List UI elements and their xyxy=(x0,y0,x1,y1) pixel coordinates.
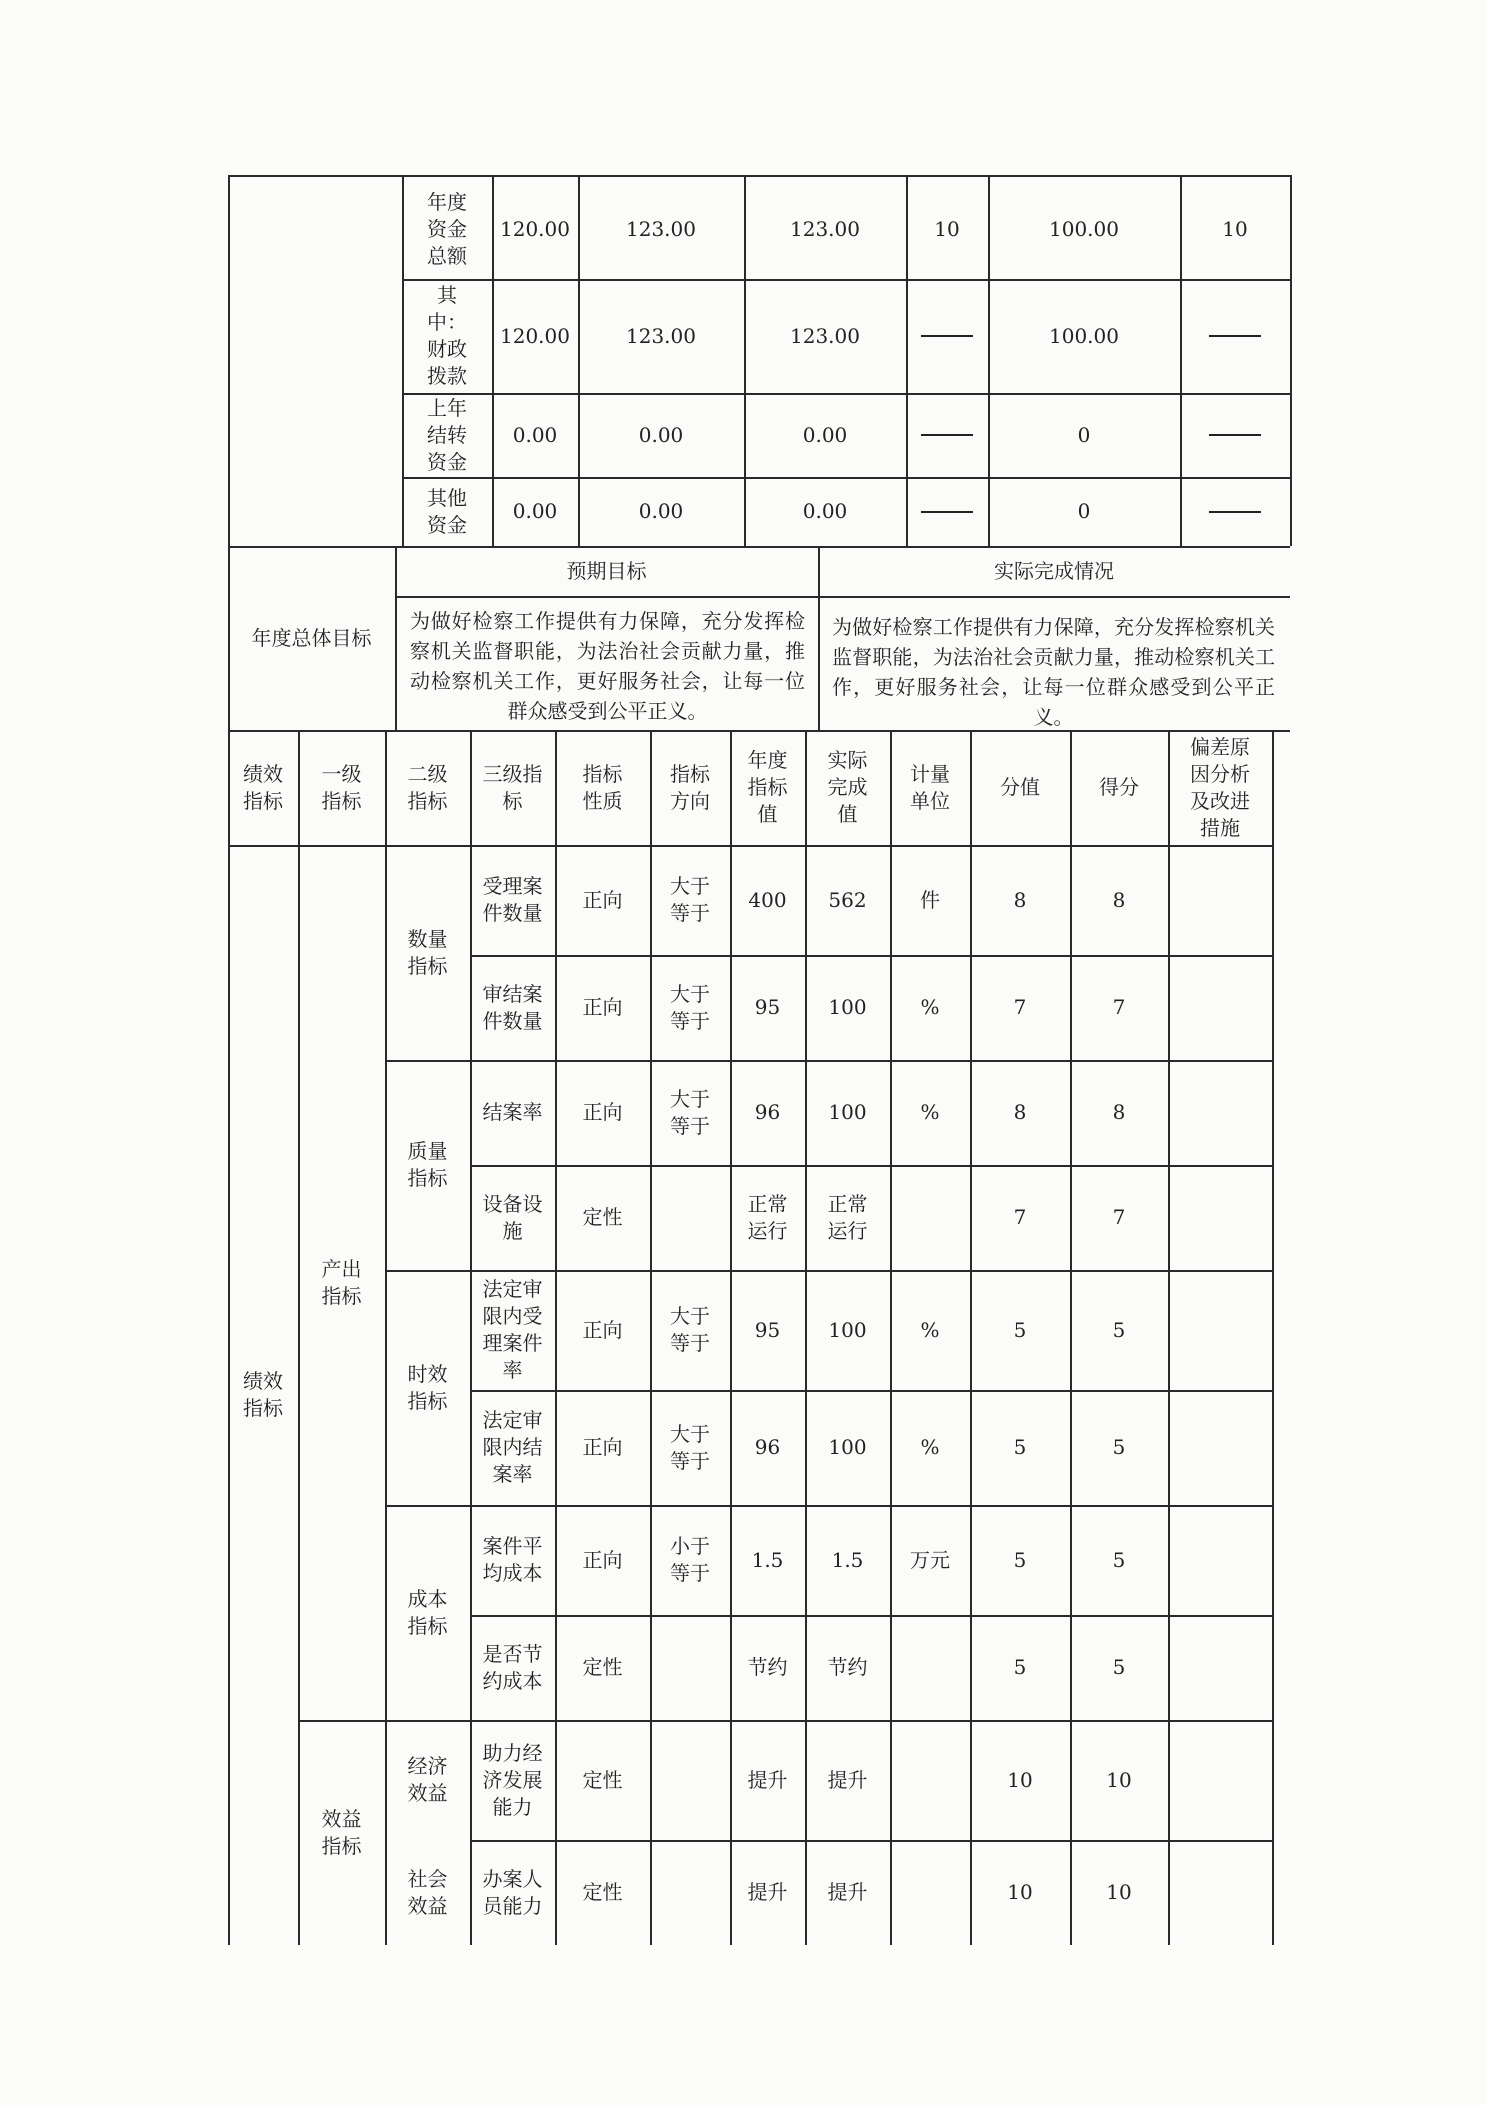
funds-adjusted-cell: 123.00 xyxy=(626,323,696,348)
indicator-actual-cell: 正常 运行 xyxy=(827,1191,868,1243)
funds-executed-cell: 123.00 xyxy=(790,217,860,241)
indicator-note-cell xyxy=(1168,1720,1272,1840)
indicator-weight-cell: 8 xyxy=(1013,1100,1027,1124)
indicator-score-cell: 8 xyxy=(1112,887,1126,912)
table-rule xyxy=(395,596,1290,598)
indicator-note-cell xyxy=(1168,1270,1272,1390)
funds-rate-cell: 100.00 xyxy=(1049,323,1119,348)
indicator-nature-cell: 正向 xyxy=(582,995,623,1019)
goal-actual-header: 实际完成情况 xyxy=(994,558,1114,583)
indicator-score-cell: 5 xyxy=(1112,1655,1126,1679)
indicator-note-cell xyxy=(1168,1615,1272,1720)
indicator-header-cell: 年度 指标 值 xyxy=(747,748,788,826)
funds-executed-cell: 0.00 xyxy=(802,422,848,447)
goal-expected-header: 预期目标 xyxy=(566,558,647,583)
indicator-header-cell: 指标 方向 xyxy=(670,761,710,813)
indicator-unit-cell: % xyxy=(920,1435,940,1459)
indicator-weight-cell: 8 xyxy=(1013,887,1027,912)
indicator-weight-cell: 10 xyxy=(1007,1880,1033,1904)
indicator-note-cell xyxy=(1168,845,1272,955)
indicator-score-cell: 10 xyxy=(1106,1880,1132,1904)
indicator-name-cell: 法定审 限内受 理案件 率 xyxy=(482,1277,543,1382)
dash-mark xyxy=(921,511,973,513)
indicator-nature-cell: 正向 xyxy=(582,1317,623,1342)
indicator-score-cell: 5 xyxy=(1112,1317,1126,1342)
indicator-target-cell: 正常 运行 xyxy=(747,1191,788,1243)
funds-budget-cell: 120.00 xyxy=(500,217,570,241)
indicator-weight-cell: 5 xyxy=(1013,1317,1027,1342)
indicator-nature-cell: 定性 xyxy=(582,1767,623,1792)
indicator-header-cell: 绩效 指标 xyxy=(243,761,283,813)
indicator-name-cell: 案件平 均成本 xyxy=(482,1534,543,1585)
indicator-target-cell: 96 xyxy=(754,1100,781,1124)
indicator-actual-cell: 100 xyxy=(828,995,867,1019)
indicator-direction-cell: 大于 等于 xyxy=(670,874,710,925)
goal-label: 年度总体目标 xyxy=(251,625,372,650)
goal-actual-text: 为做好检察工作提供有力保障，充分发挥检察机关监督职能，为法治社会贡献力量，推动检察机关工作，更好服务社会，让每一位群众感受到公平正义。 xyxy=(832,615,1275,729)
indicator-header-cell: 指标 性质 xyxy=(582,761,623,813)
indicator-unit-cell: % xyxy=(920,1317,940,1342)
indicator-actual-cell: 提升 xyxy=(827,1767,868,1792)
funds-adjusted-cell: 0.00 xyxy=(638,499,684,523)
indicator-name-cell: 设备设 施 xyxy=(482,1191,543,1243)
indicator-name-cell: 法定审 限内结 案率 xyxy=(482,1408,543,1486)
indicator-note-cell xyxy=(1168,1390,1272,1505)
table-rule xyxy=(228,175,1290,177)
indicator-target-cell: 95 xyxy=(754,995,781,1019)
indicator-target-cell: 400 xyxy=(748,887,787,912)
funds-weight-cell-na xyxy=(906,279,988,393)
goal-expected-text: 为做好检察工作提供有力保障，充分发挥检察机关监督职能，为法治社会贡献力量，推动检察机关工作，更好服务社会，让每一位群众感受到公平正义。 xyxy=(410,609,805,723)
funds-budget-cell: 0.00 xyxy=(512,422,558,447)
indicator-direction-cell: 大于 等于 xyxy=(670,1086,710,1138)
indicator-score-cell: 5 xyxy=(1112,1435,1126,1459)
indicator-unit-cell xyxy=(890,1165,970,1270)
indicator-direction-cell xyxy=(650,1165,730,1270)
funds-executed-cell: 0.00 xyxy=(802,499,848,523)
indicator-actual-cell: 提升 xyxy=(827,1880,868,1904)
indicator-header-cell: 计量 单位 xyxy=(910,761,950,813)
indicator-unit-cell: 万元 xyxy=(910,1547,950,1572)
indicator-actual-cell: 1.5 xyxy=(831,1547,864,1572)
indicator-nature-cell: 定性 xyxy=(582,1655,623,1679)
indicator-score-cell: 8 xyxy=(1112,1100,1126,1124)
indicator-weight-cell: 5 xyxy=(1013,1435,1027,1459)
indicator-unit-cell: % xyxy=(920,1100,940,1124)
indicator-weight-cell: 5 xyxy=(1013,1547,1027,1572)
indicator-header-cell: 实际 完成 值 xyxy=(827,748,868,826)
indicator-header-cell: 三级指 标 xyxy=(482,761,543,813)
indicator-name-cell: 是否节 约成本 xyxy=(482,1641,543,1693)
indicator-nature-cell: 正向 xyxy=(582,887,623,912)
indicator-direction-cell xyxy=(650,1840,730,1945)
table-rule xyxy=(1290,175,1292,546)
indicator-direction-cell: 大于 等于 xyxy=(670,1421,710,1473)
indicator-direction-cell: 小于 等于 xyxy=(670,1534,710,1585)
indicator-header-cell: 二级 指标 xyxy=(407,761,448,813)
level2-label: 数量 指标 xyxy=(407,926,448,978)
indicator-target-cell: 提升 xyxy=(747,1880,788,1904)
indicator-weight-cell: 10 xyxy=(1007,1767,1033,1792)
indicator-target-cell: 节约 xyxy=(747,1655,788,1679)
funds-weight-cell-na xyxy=(906,393,988,477)
indicator-header-cell: 得分 xyxy=(1099,775,1139,799)
indicator-header-cell: 一级 指标 xyxy=(321,761,362,813)
indicator-note-cell xyxy=(1168,1505,1272,1615)
indicator-direction-cell xyxy=(650,1615,730,1720)
indicator-note-cell xyxy=(1168,1165,1272,1270)
indicator-note-cell xyxy=(1168,1060,1272,1165)
indicator-name-cell: 受理案 件数量 xyxy=(482,874,543,925)
indicator-nature-cell: 正向 xyxy=(582,1547,623,1572)
funds-rate-cell: 100.00 xyxy=(1049,217,1119,241)
indicator-score-cell: 5 xyxy=(1112,1547,1126,1572)
indicator-score-cell: 7 xyxy=(1112,995,1126,1019)
dash-mark xyxy=(1209,335,1261,337)
table-rule xyxy=(1272,730,1274,1945)
indicator-target-cell: 1.5 xyxy=(751,1547,784,1572)
indicator-unit-cell xyxy=(890,1720,970,1840)
indicator-actual-cell: 100 xyxy=(828,1435,867,1459)
indicator-note-cell xyxy=(1168,1840,1272,1945)
indicator-target-cell: 95 xyxy=(754,1317,781,1342)
dash-mark xyxy=(1209,511,1261,513)
level2-label: 社会 效益 xyxy=(407,1866,448,1918)
indicator-actual-cell: 节约 xyxy=(827,1655,868,1679)
funds-label-cell: 其他 资金 xyxy=(427,485,467,537)
indicator-nature-cell: 定性 xyxy=(582,1205,623,1229)
indicator-unit-cell: % xyxy=(920,995,940,1019)
indicator-unit-cell xyxy=(890,1615,970,1720)
funds-score-cell-na xyxy=(1180,279,1290,393)
indicator-header-cell: 偏差原 因分析 及改进 措施 xyxy=(1190,734,1250,840)
funds-rate-cell: 0 xyxy=(1077,499,1091,523)
funds-score-cell-na xyxy=(1180,393,1290,477)
indicator-direction-cell xyxy=(650,1720,730,1840)
indicator-nature-cell: 正向 xyxy=(582,1100,623,1124)
indicator-actual-cell: 100 xyxy=(828,1317,867,1342)
level2-label: 时效 指标 xyxy=(407,1361,448,1413)
indicator-weight-cell: 7 xyxy=(1013,1205,1027,1229)
indicator-header-cell: 分值 xyxy=(1000,775,1040,799)
funds-score-cell: 10 xyxy=(1222,217,1248,241)
funds-budget-cell: 0.00 xyxy=(512,499,558,523)
funds-adjusted-cell: 0.00 xyxy=(638,422,684,447)
indicator-root-label: 绩效 指标 xyxy=(243,1369,283,1420)
level2-label: 成本 指标 xyxy=(407,1586,448,1638)
indicator-nature-cell: 定性 xyxy=(582,1880,623,1904)
indicator-name-cell: 办案人 员能力 xyxy=(482,1866,543,1918)
funds-score-cell-na xyxy=(1180,477,1290,546)
level1-benefit-label: 效益 指标 xyxy=(321,1806,362,1858)
funds-weight-cell-na xyxy=(906,477,988,546)
dash-mark xyxy=(921,434,973,436)
dash-mark xyxy=(1209,434,1261,436)
funds-label-cell: 其 中： 财政 拨款 xyxy=(427,283,467,388)
indicator-direction-cell: 大于 等于 xyxy=(670,981,710,1033)
indicator-note-cell xyxy=(1168,955,1272,1060)
indicator-nature-cell: 正向 xyxy=(582,1435,623,1459)
funds-rate-cell: 0 xyxy=(1077,422,1091,447)
indicator-unit-cell: 件 xyxy=(920,887,940,912)
indicator-actual-cell: 562 xyxy=(828,887,867,912)
indicator-name-cell: 助力经 济发展 能力 xyxy=(482,1740,543,1819)
indicator-target-cell: 提升 xyxy=(747,1767,788,1792)
funds-budget-cell: 120.00 xyxy=(500,323,570,348)
level2-label: 质量 指标 xyxy=(407,1139,448,1190)
indicator-unit-cell xyxy=(890,1840,970,1945)
funds-label-cell: 上年 结转 资金 xyxy=(427,395,467,474)
funds-adjusted-cell: 123.00 xyxy=(626,217,696,241)
indicator-weight-cell: 5 xyxy=(1013,1655,1027,1679)
dash-mark xyxy=(921,335,973,337)
indicator-score-cell: 7 xyxy=(1112,1205,1126,1229)
level2-label: 经济 效益 xyxy=(407,1754,448,1805)
indicator-target-cell: 96 xyxy=(754,1435,781,1459)
indicator-weight-cell: 7 xyxy=(1013,995,1027,1019)
indicator-name-cell: 审结案 件数量 xyxy=(482,981,543,1033)
level1-output-label: 产出 指标 xyxy=(321,1256,362,1308)
funds-weight-cell: 10 xyxy=(934,217,960,241)
indicator-direction-cell: 大于 等于 xyxy=(670,1304,710,1355)
indicator-score-cell: 10 xyxy=(1106,1767,1132,1792)
indicator-actual-cell: 100 xyxy=(828,1100,867,1124)
funds-executed-cell: 123.00 xyxy=(790,323,860,348)
funds-label-cell: 年度 资金 总额 xyxy=(427,190,467,268)
indicator-name-cell: 结案率 xyxy=(482,1100,543,1124)
